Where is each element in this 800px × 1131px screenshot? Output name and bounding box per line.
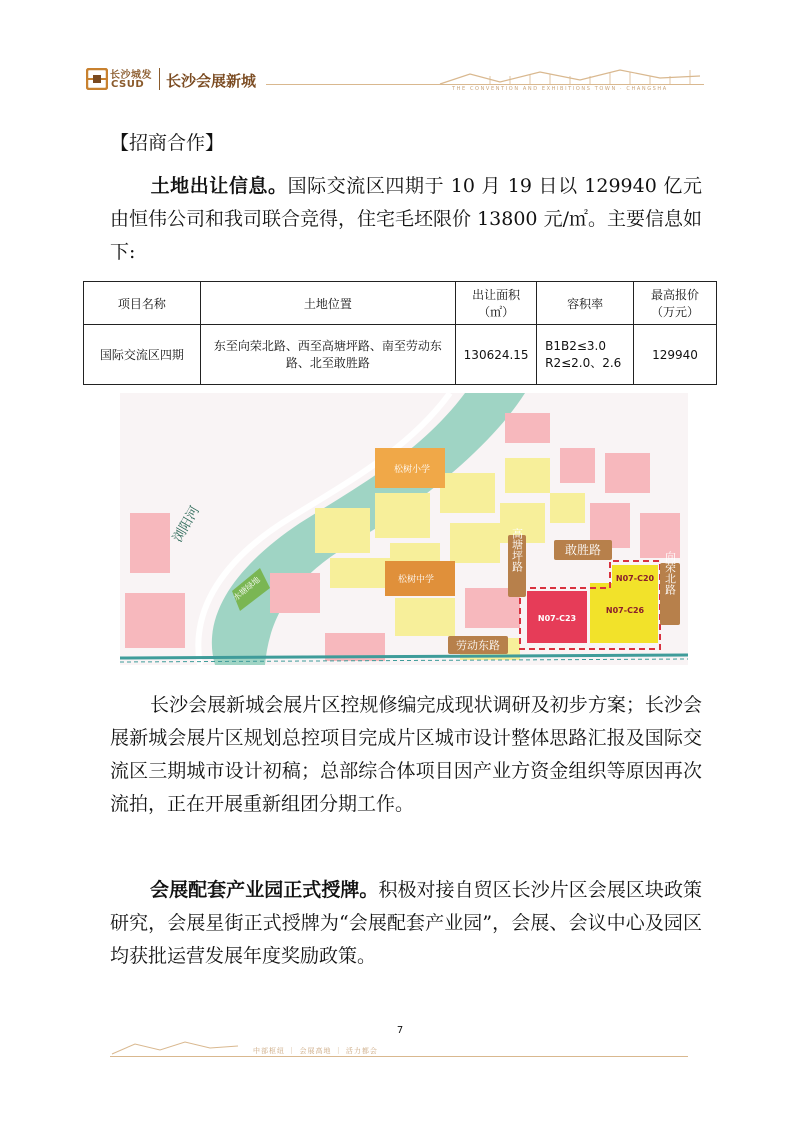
industrial-park-paragraph	[110, 874, 702, 973]
cell-name: 国际交流区四期	[84, 325, 201, 385]
label-road-gaotang: 高塘坪路	[510, 528, 524, 572]
label-lot-c20: N07-C20	[615, 574, 655, 583]
skyline-decoration-icon	[430, 62, 710, 86]
logo-cn-text: 长沙城发	[110, 70, 152, 81]
col-header-plot-ratio: 容积率	[537, 282, 634, 325]
page-number: 7	[396, 1025, 404, 1036]
footer-rule	[110, 1056, 688, 1057]
land-info-table	[83, 281, 717, 385]
label-school1: 松树小学	[394, 465, 431, 475]
brand-name: 长沙会展新城	[166, 72, 257, 90]
col-header-name: 项目名称	[84, 282, 201, 325]
table-header-row	[84, 282, 717, 325]
land-text: 国际交流区四期于 10 月 19 日以 129940 亿元由恒伟公司和我司联合竞得，住宅毛坯限价 13800 元/㎡。主要信息如下:	[110, 175, 702, 263]
cell-area: 130624.15	[456, 325, 537, 385]
land-paragraph	[110, 170, 702, 269]
col-header-location: 土地位置	[200, 282, 455, 325]
section-title: 【招商合作】	[110, 132, 225, 154]
logo-separator	[159, 68, 160, 90]
label-road-laodong: 劳动东路	[456, 639, 500, 652]
cell-max-bid: 129940	[634, 325, 717, 385]
header-tagline: THE CONVENTION AND EXHIBITIONS TOWN · CHANGSHA	[452, 86, 668, 92]
park-text: 积极对接自贸区长沙片区会展区块政策研究，会展星街正式授牌为“会展配套产业园”，会展、会议中心及园区均获批运营发展年度奖励政策。	[110, 879, 702, 967]
site-map	[120, 393, 688, 665]
label-lot-c23: N07-C23	[537, 614, 577, 623]
footer-slogan: 中部枢纽 ｜ 会展高地 ｜ 活力都会	[253, 1047, 378, 1055]
land-lead: 土地出让信息。	[150, 175, 288, 197]
label-school2: 松树中学	[398, 575, 435, 585]
col-header-area: 出让面积 （㎡）	[456, 282, 537, 325]
planning-paragraph: 长沙会展新城会展片区控规修编完成现状调研及初步方案；长沙会展新城会展片区规划总控项目完成片区城市设计整体思路汇报及国际交流区三期城市设计初稿；总部综合体项目因产业方资金组织等原因再次流拍，正在开展重新组团分期工作。	[110, 694, 702, 815]
label-lot-c26: N07-C26	[605, 606, 645, 615]
label-park: 水塘绿地	[231, 575, 262, 603]
table-row	[84, 325, 717, 385]
footer-skyline-icon	[110, 1036, 240, 1056]
park-lead: 会展配套产业园正式授牌。	[150, 879, 379, 901]
cell-plot-ratio: B1B2≤3.0 R2≤2.0、2.6	[537, 325, 634, 385]
col-header-max-bid: 最高报价 （万元）	[634, 282, 717, 325]
label-river: 浏阳河	[170, 503, 203, 545]
logo-en-text: CSUD	[111, 79, 145, 90]
csud-logo-icon	[86, 68, 108, 90]
label-road-xiangrong: 向荣北路	[663, 551, 677, 595]
label-road-ganshen: 敢胜路	[564, 543, 602, 557]
header-rule	[266, 84, 704, 85]
cell-location: 东至向荣北路、西至高塘坪路、南至劳动东路、北至敢胜路	[200, 325, 455, 385]
